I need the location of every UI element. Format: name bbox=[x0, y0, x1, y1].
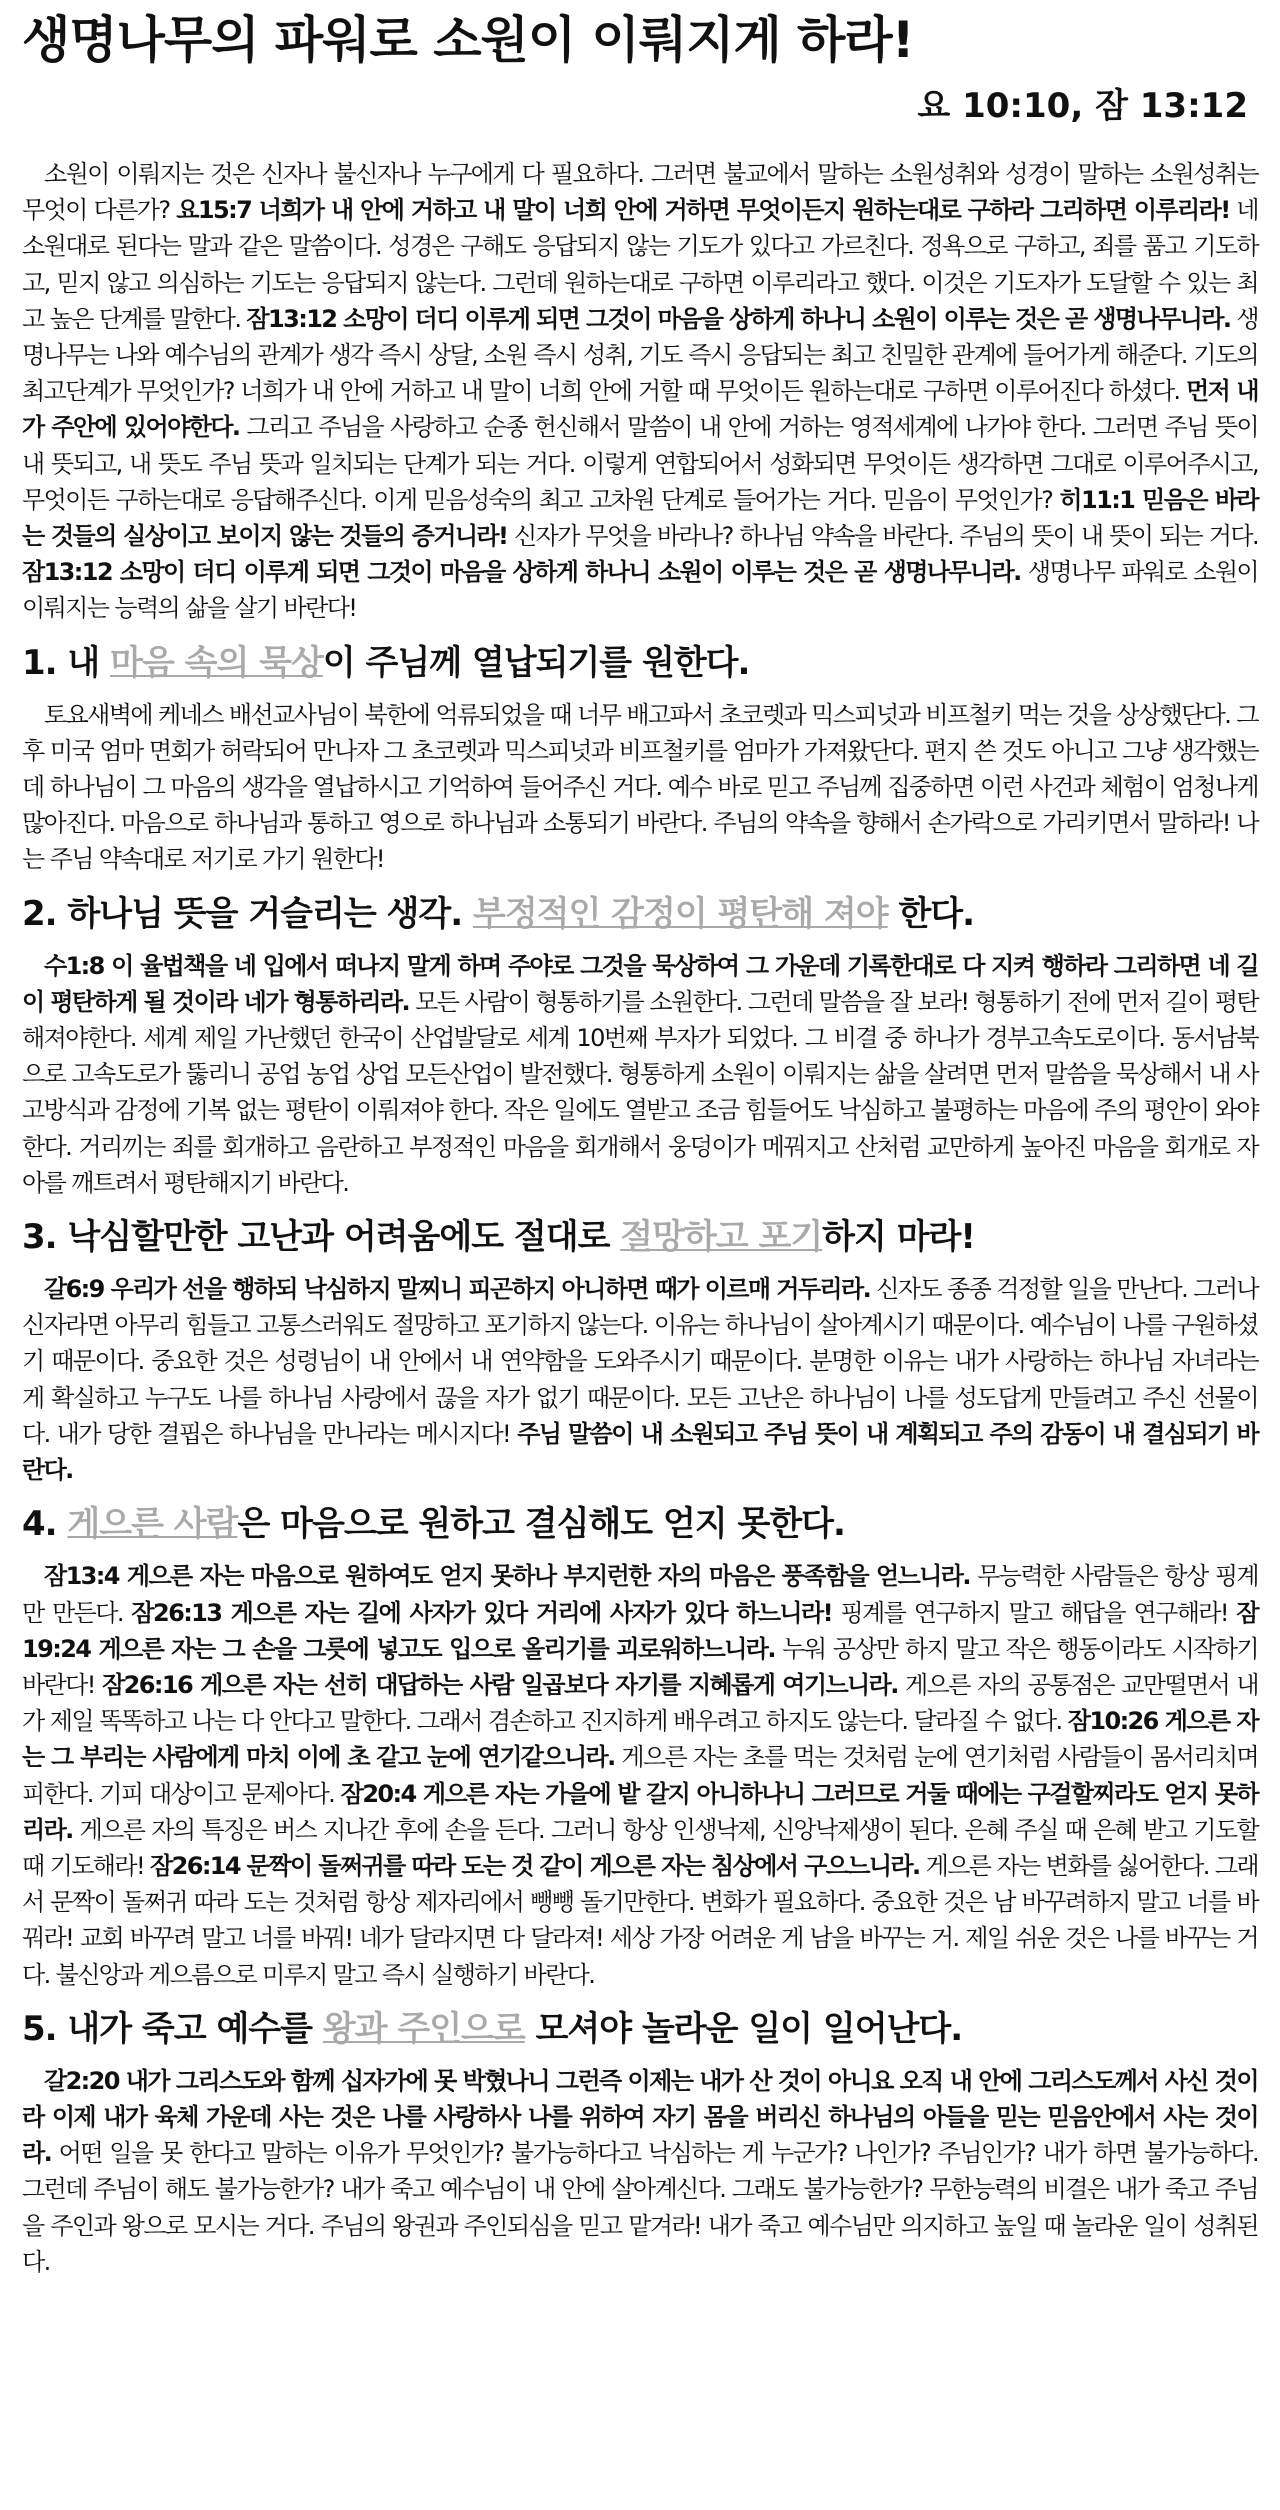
text-segment: 게으른 자의 공통점은 교만떨면서 내가 제일 똑똑하고 나는 다 안다고 말한다. 그래서 겸손하고 진지하게 배우려고 하지도 않는다. 달라질 수 없다. bbox=[22, 1670, 1259, 1736]
text-segment: 신자도 종종 걱정할 일을 만난다. 그러나 신자라면 아무리 힘들고 고통스러워도 절망하고 포기하지 않는다. 이유는 하나님이 살아계시기 때문이다. 예수님이 나를 구원하셨기 때문이다. 중요한 것은 성령님이 내 안에서 내 연약함을 도와주시기 때문이다. 분명한 이유는 내가 사랑하는 하나님 자녀라는 게 확실하고 누구도 나를 하나님 사랑에서 끊을 자가 없기 때문이다. 모든 고난은 하나님이 나를 성도답게 만들려고 주신 선물이다. 내가 당한 결핍은 하나님을 만나라는 메시지다! bbox=[22, 1275, 1258, 1448]
intro-paragraph bbox=[22, 156, 1258, 627]
text-segment: 소원이 이뤄지는 것은 신자나 불신자나 누구에게 다 필요하다. 그러면 불교에서 말하는 소원성취와 성경이 말하는 소원성취는 무엇이 다른가? bbox=[22, 160, 1258, 225]
scripture-reference: 요 10:10, 잠 13:12 bbox=[917, 86, 1248, 126]
bold-verse: 잠10:26 게으른 자는 그 부리는 사람에게 마치 이에 초 같고 눈에 연기같으니라. bbox=[22, 1707, 1258, 1772]
bold-verse: 요15:7 너희가 내 안에 거하고 내 말이 너희 안에 거하면 무엇이든지 원하는대로 구하라 그리하면 이루리라! bbox=[176, 196, 1230, 225]
section-heading-3 bbox=[22, 1211, 1258, 1263]
section-body-2 bbox=[22, 948, 1258, 1201]
text-segment: 생명나무는 나와 예수님의 관계가 생각 즉시 상달, 소원 즉시 성취, 기도 즉시 응답되는 최고 친밀한 관계에 들어가게 해준다. 기도의 최고단계가 무엇인가? 너희가 내 안에 거하고 내 말이 너희 안에 거할 때 무엇이든 원하는대로 구하면 이루어진다 하셨다. bbox=[22, 304, 1258, 406]
section-heading-4 bbox=[22, 1498, 1258, 1550]
section-body-4 bbox=[22, 1558, 1258, 1992]
bold-verse: 먼저 내가 주안에 있어야한다. bbox=[22, 377, 1258, 442]
bold-verse: 잠26:13 게으른 자는 길에 사자가 있다 거리에 사자가 있다 하느니라! bbox=[131, 1598, 832, 1627]
text-segment: 어떤 일을 못 한다고 말하는 이유가 무엇인가? 불가능하다고 낙심하는 게 누군가? 나인가? 주님인가? 내가 하면 불가능하다. 그런데 주님이 해도 불가능한가? 내가 죽고 예수님이 내 안에 살아계신다. 그래도 불가능한가? 무한능력의 비결은 내가 죽고 주님을 주인과 왕으로 모시는 거다. 주님의 왕권과 주인되심을 믿고 맡겨라! 내가 죽고 예수님만 의지하고 높일 때 놀라운 일이 성취된다. bbox=[22, 2139, 1258, 2276]
section-body-1 bbox=[22, 697, 1258, 878]
heading-highlight: 부정적인 감정이 평탄해 져야 bbox=[472, 893, 888, 934]
bold-verse: 잠13:12 소망이 더디 이루게 되면 그것이 마음을 상하게 하나니 소원이 이루는 것은 곧 생명나무니라. bbox=[22, 558, 1021, 587]
section-heading-1 bbox=[22, 637, 1258, 689]
page-title: 생명나무의 파워로 소원이 이뤄지게 하라! bbox=[22, 11, 914, 69]
bold-verse: 잠20:4 게으른 자는 가을에 밭 갈지 아니하나니 그러므로 거둘 때에는 구걸할찌라도 얻지 못하리라. bbox=[22, 1779, 1259, 1844]
heading-highlight: 왕과 주인으로 bbox=[322, 2008, 525, 2049]
bold-verse: 수1:8 이 율법책을 네 입에서 떠나지 말게 하며 주야로 그것을 묵상하여 그 가운데 기록한대로 다 지켜 행하라 그리하면 네 길이 평탄하게 될 것이라 네가 형통하리라. bbox=[22, 951, 1258, 1016]
text-segment: 무능력한 사람들은 항상 핑계만 만든다. bbox=[22, 1562, 1258, 1627]
heading-rest: 하지 마라! bbox=[822, 1217, 975, 1258]
heading-highlight: 마음 속의 묵상 bbox=[110, 642, 323, 683]
heading-rest: 은 마음으로 원하고 결심해도 얻지 못한다. bbox=[237, 1504, 845, 1545]
bold-verse: 갈2:20 내가 그리스도와 함께 십자가에 못 박혔나니 그런즉 이제는 내가 산 것이 아니요 오직 내 안에 그리스도께서 사신 것이라 이제 내가 육체 가운데 사는 것은 나를 사랑하사 나를 위하여 자기 몸을 버리신 하나님의 아들을 믿는 믿음안에서 사는 것이라. bbox=[22, 2066, 1258, 2168]
heading-number: 4. bbox=[22, 1504, 68, 1545]
section-heading-2 bbox=[22, 888, 1258, 940]
text-segment: 토요새벽에 케네스 배선교사님이 북한에 억류되었을 때 너무 배고파서 초코렛과 믹스피넛과 비프철키 먹는 것을 상상했단다. 그 후 미국 엄마 면회가 허락되어 만나자 그 초코렛과 믹스피넛과 비프철키를 엄마가 가져왔단다. 편지 쓴 것도 아니고 그냥 생각했는데 하나님이 그 마음의 생각을 열납하시고 기억하여 들어주신 거다. 예수 바로 믿고 주님께 집중하면 이런 사건과 체험이 엄청나게 많아진다. 마음으로 하나님과 통하고 영으로 하나님과 소통되기 바란다. 주님의 약속을 향해서 손가락으로 가리키면서 말하라! 나는 주님 약속대로 저기로 가기 원한다! bbox=[22, 700, 1258, 874]
text-segment: 그리고 주님을 사랑하고 순종 헌신해서 말씀이 내 안에 거하는 영적세계에 나가야 한다. 그러면 주님 뜻이 내 뜻되고, 내 뜻도 주님 뜻과 일치되는 단계가 되는 거다. 이렇게 연합되어서 성화되면 무엇이든 생각하면 그대로 이루어주시고, 무엇이든 구하는대로 응답해주신다. 이게 믿음성숙의 최고 고차원 단계로 들어가는 거다. 믿음이 무엇인가? bbox=[22, 413, 1258, 514]
text-segment: 네 소원대로 된다는 말과 같은 말씀이다. 성경은 구해도 응답되지 않는 기도가 있다고 가르친다. 정욕으로 구하고, 죄를 품고 기도하고, 믿지 않고 의심하는 기도는 응답되지 않는다. 그런데 원하는대로 구하면 이루리라고 했다. 이것은 기도자가 도달할 수 있는 최고 높은 단계를 말한다. bbox=[22, 196, 1259, 333]
text-segment: 핑계를 연구하지 말고 해답을 연구해라! bbox=[831, 1598, 1237, 1627]
bold-verse: 잠26:14 문짝이 돌쩌귀를 따라 도는 것 같이 게으른 자는 침상에서 구으느니라. bbox=[150, 1851, 920, 1880]
text-segment: 게으른 자는 변화를 싫어한다. 그래서 문짝이 돌쩌귀 따라 도는 것처럼 항상 제자리에서 뺑뺑 돌기만한다. 변화가 필요하다. 중요한 것은 남 바꾸려하지 말고 너를 바꿔라! 교회 바꾸려 말고 너를 바꿔! 네가 달라지면 다 달라져! 세상 가장 어려운 게 남을 바꾸는 거. 제일 쉬운 것은 나를 바꾸는 거다. 불신앙과 게으름으로 미루지 말고 즉시 실행하기 바란다. bbox=[22, 1851, 1258, 1989]
text-segment: 누워 공상만 하지 말고 작은 행동이라도 시작하기 바란다! bbox=[22, 1634, 1258, 1699]
heading-number: 5. 내가 죽고 예수를 bbox=[22, 2008, 323, 2049]
heading-number: 2. 하나님 뜻을 거슬리는 생각. bbox=[22, 893, 473, 934]
text-segment: 게으른 자의 특징은 버스 지나간 후에 손을 든다. 그러니 항상 인생낙제, 신앙낙제생이 된다. 은혜 주실 때 은혜 받고 기도할 때 기도해라! bbox=[22, 1815, 1258, 1880]
bold-verse: 갈6:9 우리가 선을 행하되 낙심하지 말찌니 피곤하지 아니하면 때가 이르매 거두리라. bbox=[44, 1275, 871, 1304]
text-segment: 모든 사람이 형통하기를 소원한다. 그런데 말씀을 잘 보라! 형통하기 전에 먼저 길이 평탄해져야한다. 세계 제일 가난했던 한국이 산업발달로 세계 10번째 부자가 되었다. 그 비결 중 하나가 경부고속도로이다. 동서남북으로 고속도로가 뚫리니 공업 농업 상업 모든산업이 발전했다. 형통하게 소원이 이뤄지는 삶을 살려면 먼저 말씀을 묵상해서 내 사고방식과 감정에 기복 없는 평탄이 이뤄져야 한다. 작은 일에도 열받고 조금 힘들어도 낙심하고 불평하는 마음에 주의 평안이 와야 한다. 거리끼는 죄를 회개하고 음란하고 부정적인 마음을 회개해서 웅덩이가 메꿔지고 산처럼 교만하게 높아진 마음을 회개로 자아를 깨트려서 평탄해지기 바란다. bbox=[22, 987, 1258, 1197]
bold-verse: 잠13:12 소망이 더디 이루게 되면 그것이 마음을 상하게 하나니 소원이 이루는 것은 곧 생명나무니라. bbox=[246, 304, 1231, 333]
bold-verse: 잠19:24 게으른 자는 그 손을 그릇에 넣고도 입으로 올리기를 괴로워하느니라. bbox=[22, 1598, 1258, 1663]
heading-number: 3. 낙심할만한 고난과 어려움에도 절대로 bbox=[22, 1217, 621, 1258]
section-heading-5 bbox=[22, 2003, 1258, 2055]
heading-rest: 모셔야 놀라운 일이 일어난다. bbox=[524, 2008, 963, 2049]
bold-verse: 잠13:4 게으른 자는 마음으로 원하여도 얻지 못하나 부지런한 자의 마음은 풍족함을 얻느니라. bbox=[44, 1562, 970, 1591]
text-segment: 게으른 자는 초를 먹는 것처럼 눈에 연기처럼 사람들이 몸서리치며 피한다. 기피 대상이고 문제아다. bbox=[22, 1743, 1258, 1808]
section-body-5 bbox=[22, 2063, 1258, 2280]
bold-verse: 주님 말씀이 내 소원되고 주님 뜻이 내 계획되고 주의 감동이 내 결심되기 바란다. bbox=[22, 1419, 1258, 1485]
text-segment: 신자가 무엇을 바라나? 하나님 약속을 바란다. 주님의 뜻이 내 뜻이 되는 거다. bbox=[507, 522, 1259, 551]
heading-rest: 한다. bbox=[887, 893, 975, 934]
section-body-3 bbox=[22, 1271, 1258, 1488]
heading-rest: 이 주님께 열납되기를 원한다. bbox=[322, 642, 750, 683]
bold-verse: 잠26:16 게으른 자는 선히 대답하는 사람 일곱보다 자기를 지혜롭게 여기느니라. bbox=[102, 1670, 898, 1699]
bold-verse: 히11:1 믿음은 바라는 것들의 실상이고 보이지 않는 것들의 증거니라! bbox=[22, 485, 1259, 551]
heading-highlight: 절망하고 포기 bbox=[620, 1217, 823, 1258]
heading-number: 1. 내 bbox=[22, 642, 111, 683]
heading-highlight: 게으른 사람 bbox=[67, 1504, 238, 1545]
text-segment: 생명나무 파워로 소원이 이뤄지는 능력의 삶을 살기 바란다! bbox=[22, 558, 1258, 623]
